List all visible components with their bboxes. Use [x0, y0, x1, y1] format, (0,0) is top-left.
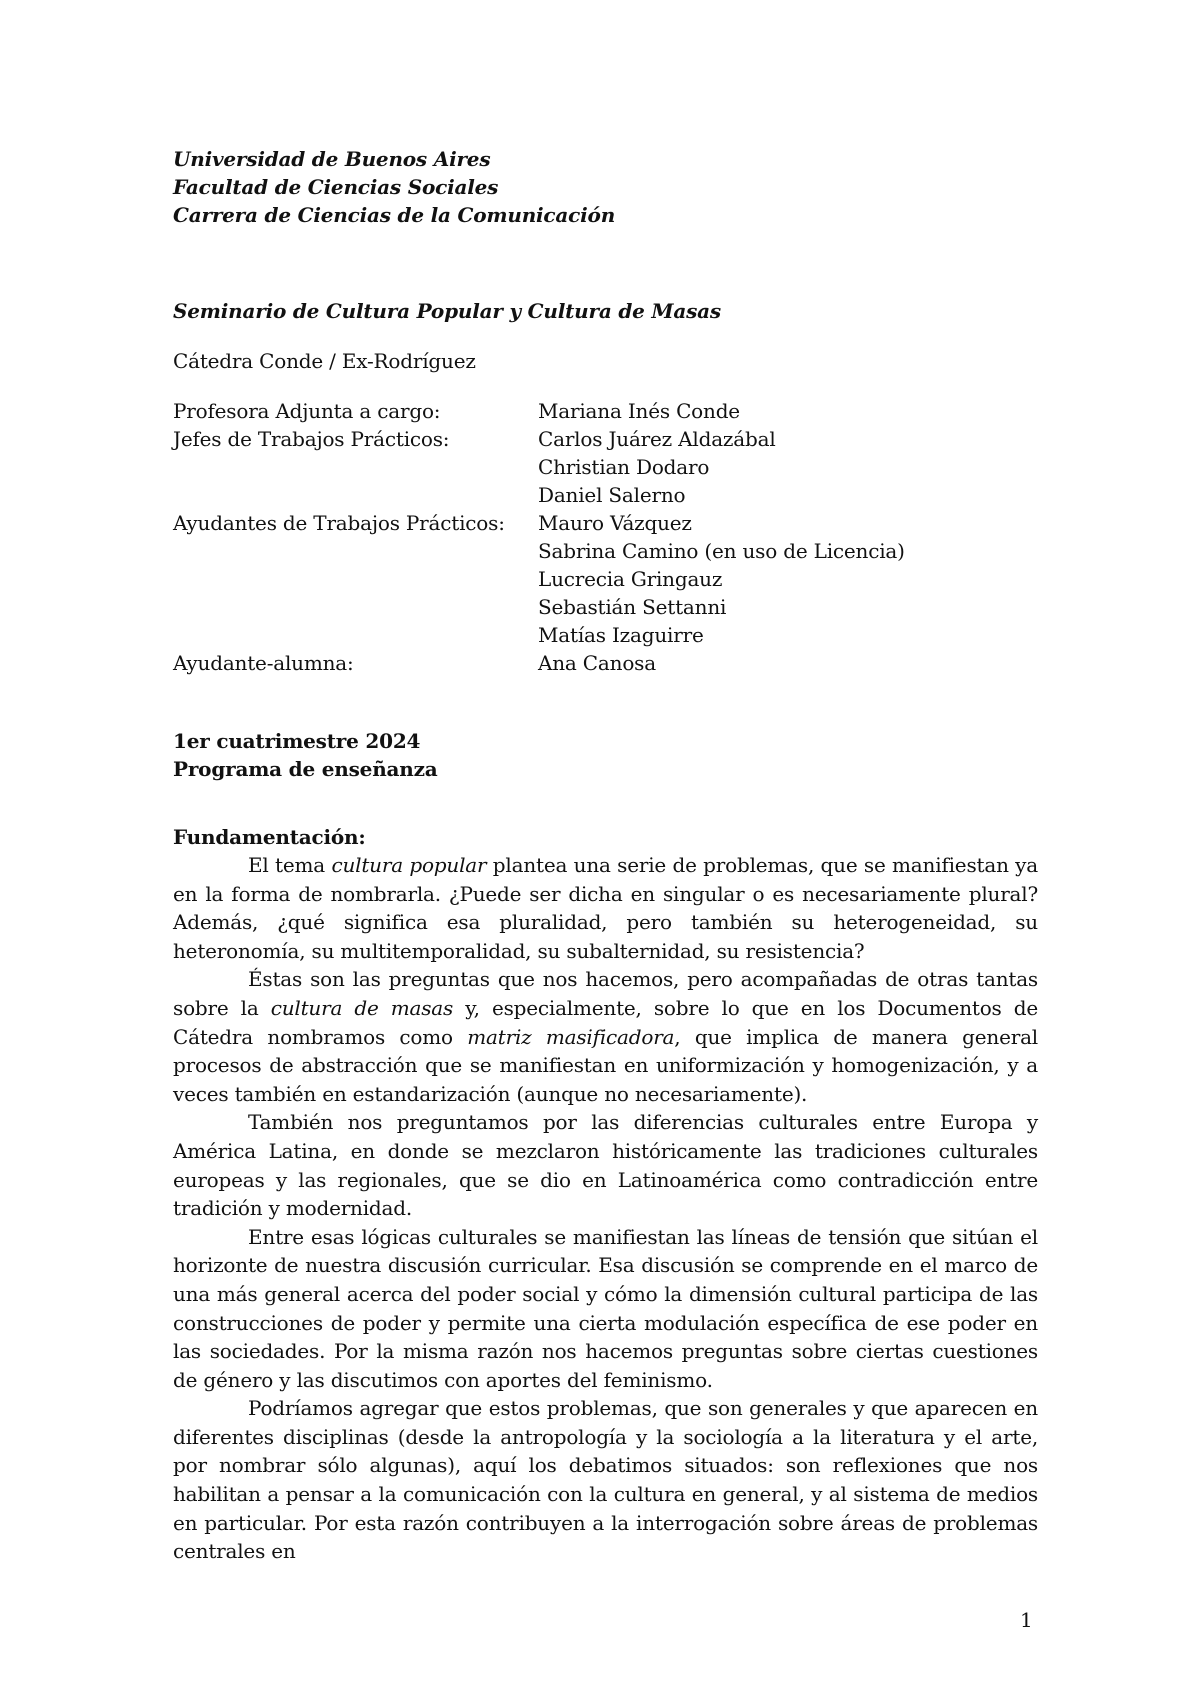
page-number: 1 — [1020, 1608, 1033, 1632]
staff-role: Jefes de Trabajos Prácticos: — [173, 427, 450, 451]
career-name: Carrera de Ciencias de la Comunicación — [173, 203, 616, 227]
paragraph-2: Éstas son las preguntas que nos hacemos, pero acompañadas de otras tantas sobre la cultura de masas y, especialmente, sobre lo que en los Documentos de Cátedra nombramos como matriz masificadora, que implica de manera general procesos de abstracción que se manifiestan en uniformización y homogenización, y a veces también en estandarización (aunque no necesariamente). — [173, 967, 1038, 1106]
staff-name: Matías Izaguirre — [538, 623, 704, 647]
staff-role — [173, 481, 538, 509]
staff-role — [173, 621, 538, 649]
staff-name: Ana Canosa — [538, 651, 656, 675]
staff-role — [173, 453, 538, 481]
staff-name: Carlos Juárez Aldazábal — [538, 427, 776, 451]
faculty-name: Facultad de Ciencias Sociales — [173, 175, 499, 199]
staff-name: Christian Dodaro — [538, 455, 710, 479]
staff-role: Profesora Adjunta a cargo: — [173, 399, 441, 423]
staff-name: Daniel Salerno — [538, 483, 686, 507]
staff-role: Ayudantes de Trabajos Prácticos: — [173, 511, 505, 535]
staff-name: Lucrecia Gringauz — [538, 567, 723, 591]
staff-list — [173, 397, 1038, 677]
catedra-name: Cátedra Conde / Ex-Rodríguez — [173, 349, 476, 373]
paragraph-5: Podríamos agregar que estos problemas, que son generales y que aparecen en diferentes disciplinas (desde la antropología y la sociología a la literatura y el arte, por nombrar sólo algunas), aquí los debatimos situados: son reflexiones que nos habilitan a pensar a la comunicación con la cultura en general, y al sistema de medios en particular. Por esta razón contribuyen a la interrogación sobre áreas de problemas centrales en — [173, 1396, 1038, 1564]
paragraph-1: El tema cultura popular plantea una serie de problemas, que se manifiestan ya en la forma de nombrarla. ¿Puede ser dicha en singular o es necesariamente plural? Además, ¿qué significa esa pluralidad, pero también su heterogeneidad, su heteronomía, su multitemporalidad, su subalternidad, su resistencia? — [173, 853, 1039, 963]
staff-name: Sebastián Settanni — [538, 595, 727, 619]
section-heading: Fundamentación: — [173, 825, 366, 849]
paragraph-4: Entre esas lógicas culturales se manifiestan las líneas de tensión que sitúan el horizonte de nuestra discusión curricular. Esa discusión se comprende en el marco de una más general acerca del poder social y cómo la dimensión cultural participa de las construcciones de poder y permite una cierta modulación específica de ese poder en las sociedades. Por la misma razón nos hacemos preguntas sobre ciertas cuestiones de género y las discutimos con aportes del feminismo. — [173, 1224, 1038, 1392]
staff-name: Mauro Vázquez — [538, 511, 692, 535]
staff-role — [173, 593, 538, 621]
course-title: Seminario de Cultura Popular y Cultura de Masas — [173, 299, 721, 323]
staff-name: Sabrina Camino (en uso de Licencia) — [538, 539, 905, 563]
university-name: Universidad de Buenos Aires — [173, 147, 491, 171]
staff-role — [173, 565, 538, 593]
paragraph-3: También nos preguntamos por las diferencias culturales entre Europa y América Latina, en donde se mezclaron históricamente las tradiciones culturales europeas y las regionales, que se dio en Latinoamérica como contradicción entre tradición y modernidad. — [173, 1110, 1038, 1221]
staff-role — [173, 537, 538, 565]
body-text — [173, 851, 1038, 1566]
staff-name: Mariana Inés Conde — [538, 399, 740, 423]
term-label: 1er cuatrimestre 2024 — [173, 729, 421, 753]
staff-role: Ayudante-alumna: — [173, 651, 354, 675]
page-content — [173, 145, 1038, 1566]
program-label: Programa de enseñanza — [173, 757, 438, 781]
